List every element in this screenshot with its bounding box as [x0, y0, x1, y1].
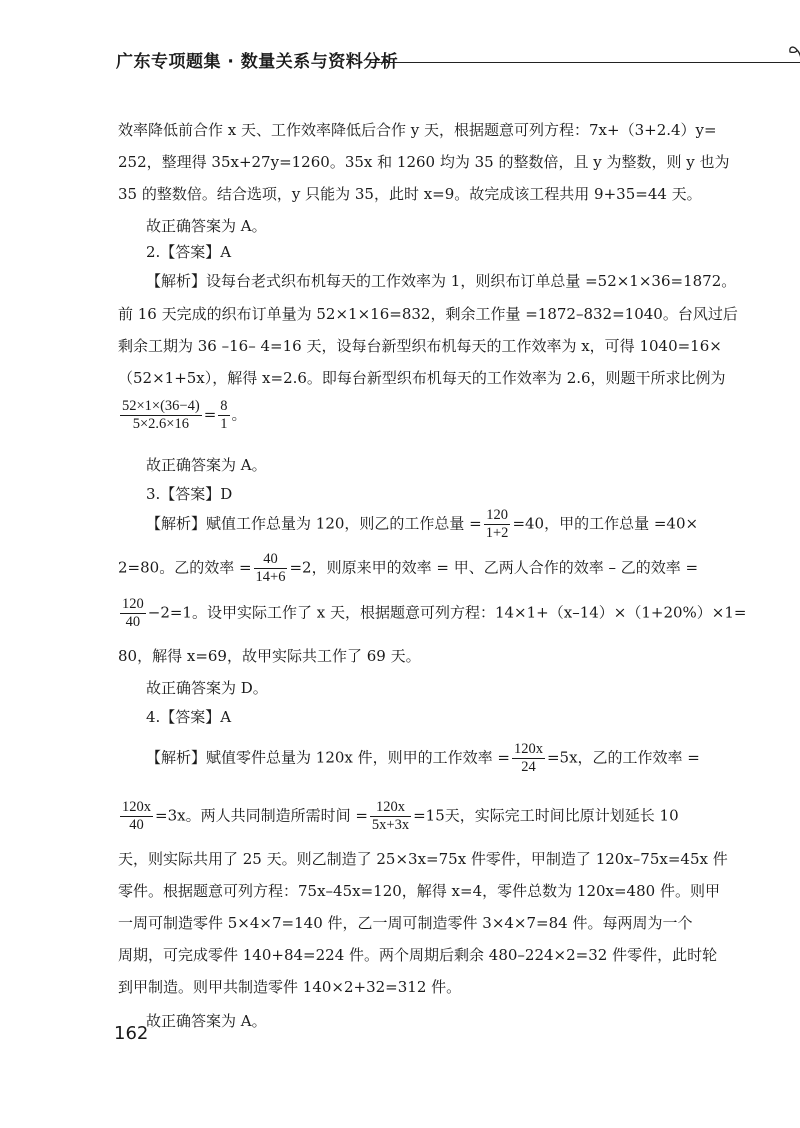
- sentence-end: 。: [231, 405, 247, 424]
- fraction-denominator: 5x+3x: [371, 817, 410, 833]
- fraction-numerator: 120x: [122, 799, 151, 815]
- text-segment: =15天，实际完工时间比原计划延长 10: [413, 806, 679, 825]
- formula-line: [146, 741, 700, 776]
- text-segment: =40，甲的工作总量 =40×: [512, 514, 699, 533]
- fraction: [218, 398, 229, 433]
- fraction: [120, 799, 153, 834]
- answer-line: 故正确答案为 D。: [146, 679, 268, 697]
- fraction: [120, 398, 202, 433]
- fraction-denominator: 1: [220, 416, 228, 432]
- answer-line: 故正确答案为 A。: [146, 456, 267, 474]
- text-line: 零件。根据题意可列方程：75x–45x=120，解得 x=4，零件总数为 120x=480 件。则甲: [118, 882, 720, 900]
- fraction-numerator: 52×1×(36−4): [122, 398, 200, 414]
- running-header: [116, 47, 716, 77]
- text-line: 35 的整数倍。结合选项，y 只能为 35，此时 x=9。故完成该工程共用 9+35=44 天。: [118, 185, 702, 203]
- text-segment: =2，则原来甲的效率 = 甲、乙两人合作的效率 – 乙的效率 =: [289, 558, 699, 577]
- fraction-numerator: 120: [122, 596, 144, 612]
- formula-line: [118, 596, 747, 631]
- question-label: 3.【答案】D: [146, 485, 233, 503]
- text-segment: −2=1。设甲实际工作了 x 天，根据题意可列方程：14×1+（x–14）×（1+20%）×1=: [147, 603, 747, 622]
- text-segment: 2=80。乙的效率 =: [118, 558, 252, 577]
- text-line: 前 16 天完成的织布订单量为 52×1×16=832，剩余工作量 =1872–832=1040。台风过后: [118, 305, 738, 323]
- sprout-icon: [788, 43, 800, 69]
- fraction-denominator: 1+2: [485, 525, 509, 541]
- formula-line: [118, 551, 698, 586]
- text-line: 252，整理得 35x+27y=1260。35x 和 1260 均为 35 的整数倍，且 y 为整数，则 y 也为: [118, 153, 730, 171]
- answer-line: 故正确答案为 A。: [146, 217, 267, 235]
- text-line: 一周可制造零件 5×4×7=140 件，乙一周可制造零件 3×4×7=84 件。每两周为一个: [118, 914, 693, 932]
- text-segment: =3x。两人共同制造所需时间 =: [155, 806, 368, 825]
- text-line: 剩余工期为 36 –16– 4=16 天，设每台新型织布机每天的工作效率为 x，可得 1040=16×: [118, 337, 722, 355]
- question-label: 2.【答案】A: [146, 243, 232, 261]
- text-segment: =5x，乙的工作效率 =: [546, 748, 700, 767]
- page-number: 162: [114, 1023, 149, 1044]
- text-line: 到甲制造。则甲共制造零件 140×2+32=312 件。: [118, 978, 462, 996]
- fraction: [370, 799, 411, 834]
- equals-sign: =: [203, 405, 217, 424]
- text-line: 效率降低前合作 x 天、工作效率降低后合作 y 天，根据题意可列方程：7x+（3+2.4）y=: [118, 121, 717, 139]
- text-line: 天，则实际共用了 25 天。则乙制造了 25×3x=75x 件零件，甲制造了 120x–75x=45x 件: [118, 850, 728, 868]
- text-segment: 【解析】赋值零件总量为 120x 件，则甲的工作效率 =: [146, 748, 510, 767]
- answer-line: 故正确答案为 A。: [146, 1012, 267, 1030]
- text-line: （52×1+5x），解得 x=2.6。即每台新型织布机每天的工作效率为 2.6，则题干所求比例为: [118, 369, 726, 387]
- text-line: 周期，可完成零件 140+84=224 件。两个周期后剩余 480–224×2=32 件零件，此时轮: [118, 946, 718, 964]
- fraction-numerator: 8: [220, 398, 228, 414]
- header-title: 广东专项题集 · 数量关系与资料分析: [116, 52, 399, 72]
- fraction-denominator: 40: [129, 817, 144, 833]
- fraction: [254, 551, 288, 586]
- fraction-numerator: 120: [484, 507, 511, 525]
- fraction-denominator: 5×2.6×16: [132, 416, 189, 432]
- question-label: 4.【答案】A: [146, 708, 232, 726]
- fraction-numerator: 120x: [513, 741, 543, 757]
- fraction: [484, 507, 511, 542]
- fraction-denominator: 40: [125, 614, 141, 630]
- fraction-numerator: 40: [254, 551, 288, 569]
- text-segment: 【解析】赋值工作总量为 120，则乙的工作总量 =: [146, 514, 482, 533]
- fraction: [120, 596, 146, 631]
- fraction-denominator: 24: [521, 759, 536, 775]
- formula-line: [146, 507, 698, 542]
- text-line: 80，解得 x=69，故甲实际共工作了 69 天。: [118, 647, 421, 665]
- fraction-denominator: 14+6: [255, 569, 286, 585]
- formula-line: [118, 398, 247, 433]
- fraction-numerator: 120x: [370, 799, 411, 817]
- formula-line: [118, 799, 679, 834]
- fraction: [512, 741, 545, 776]
- text-line: 【解析】设每台老式织布机每天的工作效率为 1，则织布订单总量 =52×1×36=1872。: [146, 272, 737, 290]
- header-rule: [370, 62, 800, 63]
